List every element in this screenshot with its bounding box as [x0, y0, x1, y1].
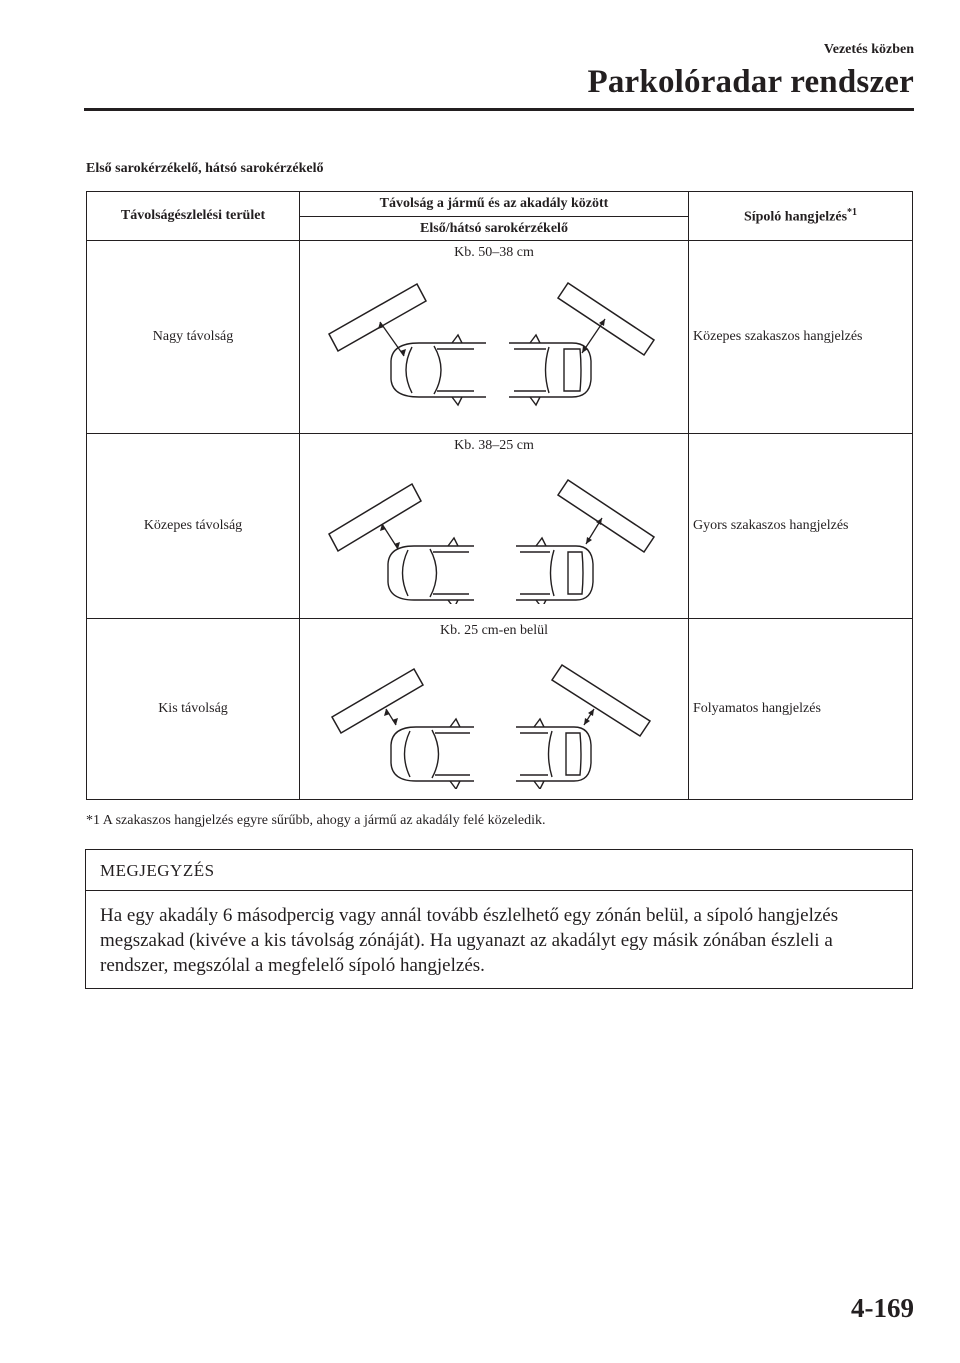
distance-label: Kb. 25 cm-en belül	[439, 623, 549, 638]
obstacle-bar-icon	[329, 484, 421, 551]
page-title: Parkolóradar rendszer	[587, 64, 914, 100]
rear-car-icon	[516, 719, 591, 789]
sensor-diagram	[324, 454, 664, 604]
front-car-icon	[391, 719, 474, 789]
col-tone-header-label: Sípoló hangjelzés	[743, 209, 848, 225]
distance-arrow-icon	[586, 518, 602, 544]
obstacle-bar-icon	[558, 283, 654, 355]
zone-cell: Közepes távolság	[87, 434, 300, 619]
col-tone-header	[689, 192, 913, 241]
distance-table	[86, 191, 913, 800]
sensor-diagram	[324, 639, 664, 789]
distance-arrow-icon	[384, 709, 398, 725]
footnote-marker: *1	[847, 206, 858, 218]
zone-cell: Nagy távolság	[87, 241, 300, 434]
header-rule	[84, 108, 914, 111]
obstacle-bar-icon	[329, 284, 426, 351]
front-car-icon	[388, 538, 474, 604]
distance-arrow-icon	[378, 322, 406, 356]
obstacle-bar-icon	[552, 665, 650, 736]
footnote: *1 A szakaszos hangjelzés egyre sűrűbb, ahogy a jármű az akadály felé közeledik.	[86, 813, 546, 828]
note-box	[85, 849, 913, 989]
distance-label: Kb. 50–38 cm	[454, 245, 534, 260]
table-row	[87, 241, 913, 434]
section-label: Vezetés közben	[823, 42, 914, 57]
obstacle-bar-icon	[332, 669, 423, 733]
diagram-cell	[300, 434, 689, 619]
col-zone-header: Távolságészlelési terület	[87, 192, 300, 241]
diagram-cell	[300, 619, 689, 800]
note-text: Ha egy akadály 6 másodpercig vagy annál tovább észlelhető egy zónán belül, a sípoló hangjelzés megszakad (kivéve a kis távolság zónáját). Ha ugyanazt az akadályt egy másik zónában észleli a rendszer, megszólal a megfelelő sípoló hangjelzés.	[100, 905, 839, 976]
distance-label: Kb. 38–25 cm	[454, 438, 534, 453]
tone-cell: Közepes szakaszos hangjelzés	[689, 241, 913, 434]
obstacle-bar-icon	[558, 480, 654, 552]
note-heading: MEGJEGYZÉS	[86, 850, 912, 891]
col-sensor-subheader: Első/hátsó sarokérzékelő	[300, 217, 689, 241]
distance-arrow-icon	[584, 709, 594, 725]
tone-cell: Folyamatos hangjelzés	[689, 619, 913, 800]
rear-car-icon	[516, 538, 593, 604]
zone-cell: Kis távolság	[87, 619, 300, 800]
rear-car-icon	[509, 335, 591, 405]
front-car-icon	[391, 335, 486, 405]
col-distance-header: Távolság a jármű és az akadály között	[300, 192, 689, 217]
table-subheading: Első sarokérzékelő, hátsó sarokérzékelő	[86, 161, 324, 176]
table-row	[87, 619, 913, 800]
tone-cell: Gyors szakaszos hangjelzés	[689, 434, 913, 619]
distance-arrow-icon	[380, 524, 400, 549]
diagram-cell	[300, 241, 689, 434]
table-row	[87, 434, 913, 619]
page-number: 4-169	[851, 1293, 914, 1323]
sensor-diagram	[324, 261, 664, 411]
